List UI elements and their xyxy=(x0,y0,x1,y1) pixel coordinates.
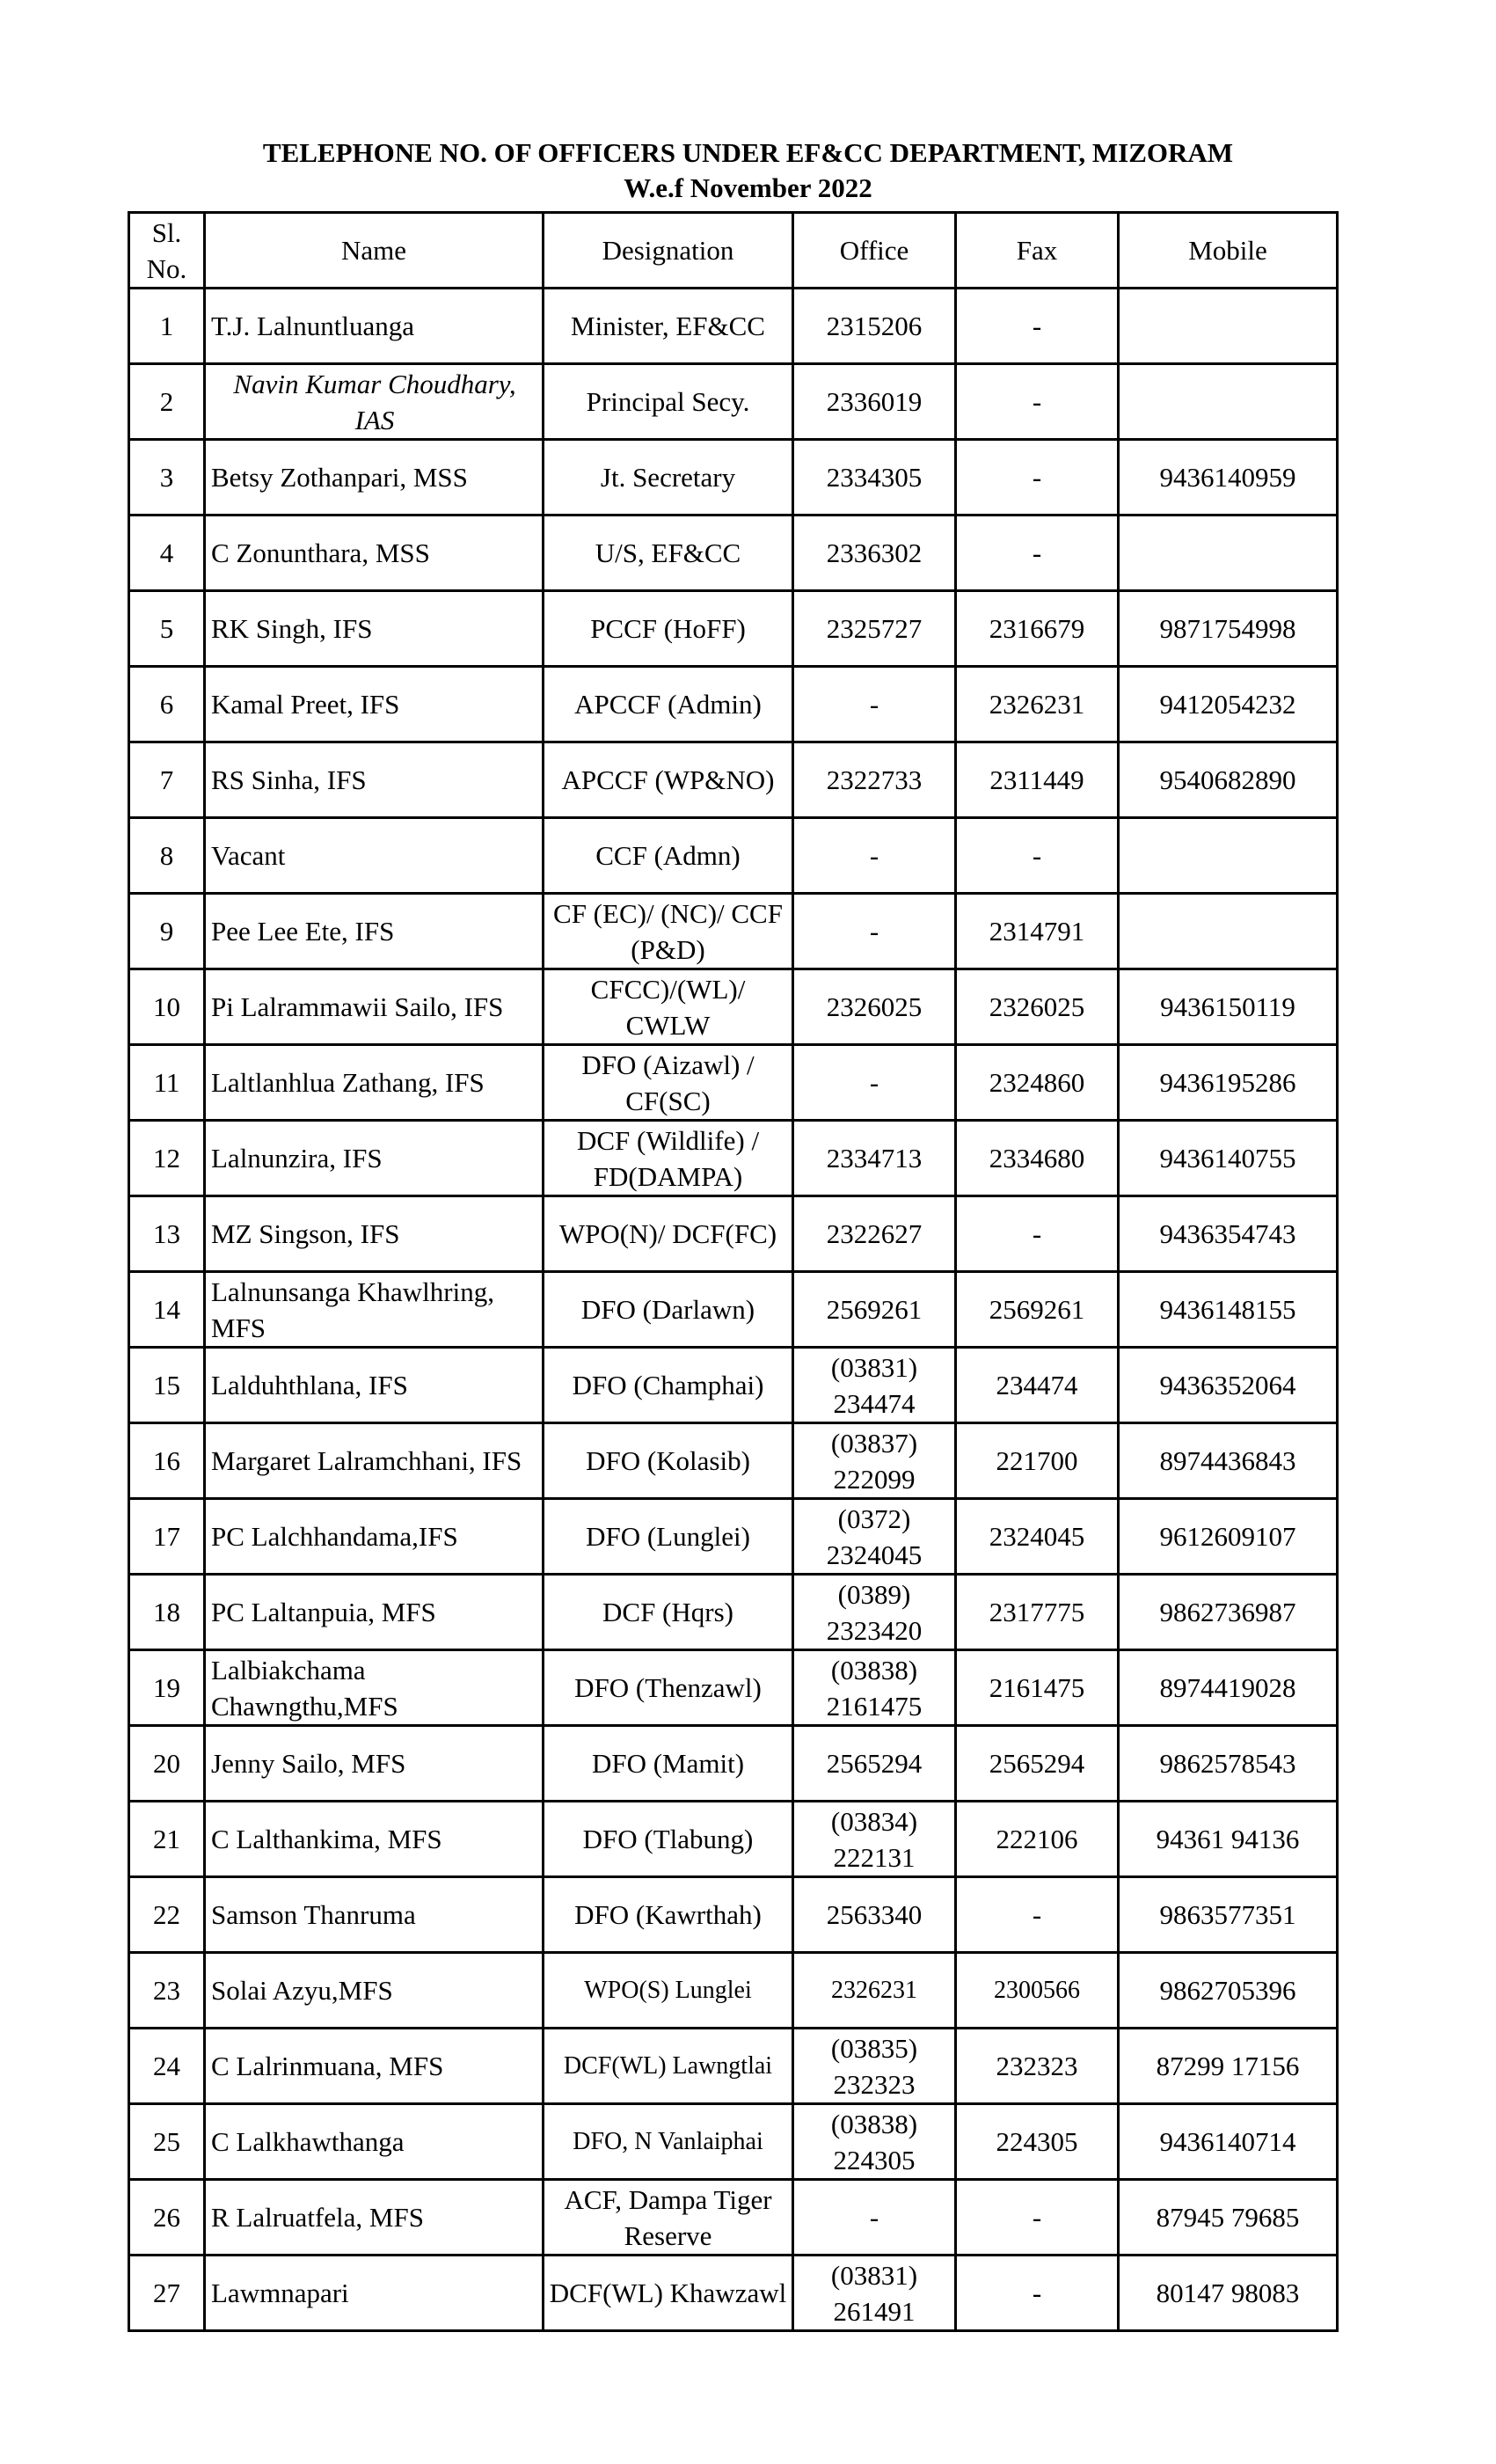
cell-sl: 8 xyxy=(129,818,205,894)
cell-fax: - xyxy=(956,1877,1119,1953)
cell-office: 2569261 xyxy=(793,1272,956,1348)
cell-fax: 2161475 xyxy=(956,1650,1119,1726)
table-row xyxy=(129,969,1338,1045)
cell-fax: 2316679 xyxy=(956,591,1119,667)
cell-mobile: 9862736987 xyxy=(1119,1575,1338,1650)
cell-sl: 2 xyxy=(129,364,205,440)
cell-mobile xyxy=(1119,818,1338,894)
cell-office: (0389) 2323420 xyxy=(793,1575,956,1650)
cell-mobile xyxy=(1119,515,1338,591)
cell-fax: 232323 xyxy=(956,2029,1119,2104)
cell-designation: WPO(N)/ DCF(FC) xyxy=(544,1196,793,1272)
cell-mobile: 9436140755 xyxy=(1119,1121,1338,1196)
table-header-row xyxy=(129,213,1338,289)
table-row xyxy=(129,2256,1338,2331)
cell-office: - xyxy=(793,1045,956,1121)
cell-designation: DCF (Hqrs) xyxy=(544,1575,793,1650)
cell-name: Laltlanhlua Zathang, IFS xyxy=(205,1045,544,1121)
document-title: TELEPHONE NO. OF OFFICERS UNDER EF&CC DEPARTMENT, MIZORAM xyxy=(262,137,1234,168)
cell-name: Pee Lee Ete, IFS xyxy=(205,894,544,969)
table-row xyxy=(129,1726,1338,1802)
cell-name: C Lalrinmuana, MFS xyxy=(205,2029,544,2104)
table-row xyxy=(129,1575,1338,1650)
table-row xyxy=(129,2104,1338,2180)
cell-office: 2326231 xyxy=(793,1953,956,2029)
cell-designation: Minister, EF&CC xyxy=(544,289,793,364)
cell-fax: - xyxy=(956,818,1119,894)
cell-fax: - xyxy=(956,2256,1119,2331)
cell-sl: 10 xyxy=(129,969,205,1045)
table-row xyxy=(129,1045,1338,1121)
cell-sl: 23 xyxy=(129,1953,205,2029)
cell-name: Navin Kumar Choudhary, IAS xyxy=(205,364,544,440)
cell-sl: 20 xyxy=(129,1726,205,1802)
cell-designation: DFO (Kawrthah) xyxy=(544,1877,793,1953)
cell-designation: DFO, N Vanlaiphai xyxy=(544,2104,793,2180)
cell-office: (03831) 261491 xyxy=(793,2256,956,2331)
cell-office: (03831) 234474 xyxy=(793,1348,956,1423)
cell-designation: DFO (Lunglei) xyxy=(544,1499,793,1575)
cell-name: C Lalthankima, MFS xyxy=(205,1802,544,1877)
cell-name: R Lalruatfela, MFS xyxy=(205,2180,544,2256)
cell-designation: WPO(S) Lunglei xyxy=(544,1953,793,2029)
cell-name: RK Singh, IFS xyxy=(205,591,544,667)
cell-name: Vacant xyxy=(205,818,544,894)
cell-sl: 25 xyxy=(129,2104,205,2180)
cell-sl: 14 xyxy=(129,1272,205,1348)
cell-office: (03837) 222099 xyxy=(793,1423,956,1499)
cell-mobile: 94361 94136 xyxy=(1119,1802,1338,1877)
cell-mobile: 87299 17156 xyxy=(1119,2029,1338,2104)
cell-office: 2315206 xyxy=(793,289,956,364)
cell-fax: 2326231 xyxy=(956,667,1119,742)
cell-fax: - xyxy=(956,1196,1119,1272)
cell-name: Lalduhthlana, IFS xyxy=(205,1348,544,1423)
cell-fax: - xyxy=(956,440,1119,515)
cell-office: 2336019 xyxy=(793,364,956,440)
cell-designation: DFO (Thenzawl) xyxy=(544,1650,793,1726)
cell-name: Samson Thanruma xyxy=(205,1877,544,1953)
cell-name: Lalnunzira, IFS xyxy=(205,1121,544,1196)
cell-fax: - xyxy=(956,515,1119,591)
cell-sl: 1 xyxy=(129,289,205,364)
table-row xyxy=(129,289,1338,364)
cell-mobile: 9436150119 xyxy=(1119,969,1338,1045)
cell-sl: 11 xyxy=(129,1045,205,1121)
table-row xyxy=(129,591,1338,667)
cell-designation: Jt. Secretary xyxy=(544,440,793,515)
table-row xyxy=(129,2029,1338,2104)
column-header-designation: Designation xyxy=(544,213,793,289)
cell-name: T.J. Lalnuntluanga xyxy=(205,289,544,364)
cell-office: 2322733 xyxy=(793,742,956,818)
cell-office: (03835) 232323 xyxy=(793,2029,956,2104)
table-row xyxy=(129,515,1338,591)
cell-sl: 15 xyxy=(129,1348,205,1423)
cell-office: - xyxy=(793,667,956,742)
cell-fax: 2334680 xyxy=(956,1121,1119,1196)
cell-fax: - xyxy=(956,364,1119,440)
cell-sl: 3 xyxy=(129,440,205,515)
cell-name: Solai Azyu,MFS xyxy=(205,1953,544,2029)
effective-date: W.e.f November 2022 xyxy=(624,172,872,203)
cell-mobile: 9540682890 xyxy=(1119,742,1338,818)
cell-designation: APCCF (WP&NO) xyxy=(544,742,793,818)
table-row xyxy=(129,2180,1338,2256)
cell-name: Pi Lalrammawii Sailo, IFS xyxy=(205,969,544,1045)
cell-sl: 4 xyxy=(129,515,205,591)
table-row xyxy=(129,1348,1338,1423)
cell-office: 2336302 xyxy=(793,515,956,591)
cell-designation: DFO (Mamit) xyxy=(544,1726,793,1802)
table-row xyxy=(129,1802,1338,1877)
cell-sl: 19 xyxy=(129,1650,205,1726)
cell-fax: 2311449 xyxy=(956,742,1119,818)
cell-mobile: 9436140714 xyxy=(1119,2104,1338,2180)
table-row xyxy=(129,742,1338,818)
cell-mobile: 8974419028 xyxy=(1119,1650,1338,1726)
cell-office: (03838) 224305 xyxy=(793,2104,956,2180)
cell-designation: ACF, Dampa Tiger Reserve xyxy=(544,2180,793,2256)
cell-mobile: 9436195286 xyxy=(1119,1045,1338,1121)
cell-sl: 18 xyxy=(129,1575,205,1650)
cell-fax: 221700 xyxy=(956,1423,1119,1499)
cell-office: 2326025 xyxy=(793,969,956,1045)
cell-sl: 13 xyxy=(129,1196,205,1272)
cell-name: Margaret Lalramchhani, IFS xyxy=(205,1423,544,1499)
cell-fax: 2324045 xyxy=(956,1499,1119,1575)
cell-sl: 6 xyxy=(129,667,205,742)
cell-sl: 27 xyxy=(129,2256,205,2331)
cell-name: MZ Singson, IFS xyxy=(205,1196,544,1272)
cell-sl: 7 xyxy=(129,742,205,818)
cell-fax: 2324860 xyxy=(956,1045,1119,1121)
table-body xyxy=(129,289,1338,2331)
column-header-office: Office xyxy=(793,213,956,289)
cell-office: - xyxy=(793,894,956,969)
cell-office: 2334305 xyxy=(793,440,956,515)
cell-mobile: 9412054232 xyxy=(1119,667,1338,742)
cell-designation: DCF(WL) Lawngtlai xyxy=(544,2029,793,2104)
cell-designation: DFO (Tlabung) xyxy=(544,1802,793,1877)
table-row xyxy=(129,667,1338,742)
cell-designation: CCF (Admn) xyxy=(544,818,793,894)
cell-office: 2322627 xyxy=(793,1196,956,1272)
table-row xyxy=(129,364,1338,440)
column-header-name: Name xyxy=(205,213,544,289)
cell-fax: 2314791 xyxy=(956,894,1119,969)
cell-designation: DFO (Kolasib) xyxy=(544,1423,793,1499)
cell-fax: - xyxy=(956,289,1119,364)
cell-fax: - xyxy=(956,2180,1119,2256)
cell-office: 2565294 xyxy=(793,1726,956,1802)
cell-sl: 26 xyxy=(129,2180,205,2256)
cell-fax: 224305 xyxy=(956,2104,1119,2180)
table-row xyxy=(129,894,1338,969)
cell-sl: 24 xyxy=(129,2029,205,2104)
cell-designation: DCF(WL) Khawzawl xyxy=(544,2256,793,2331)
cell-mobile: 9436140959 xyxy=(1119,440,1338,515)
cell-mobile xyxy=(1119,364,1338,440)
table-row xyxy=(129,1953,1338,2029)
officers-telephone-table xyxy=(128,211,1339,2332)
cell-sl: 5 xyxy=(129,591,205,667)
cell-sl: 12 xyxy=(129,1121,205,1196)
table-row xyxy=(129,818,1338,894)
cell-office: 2325727 xyxy=(793,591,956,667)
cell-name: C Zonunthara, MSS xyxy=(205,515,544,591)
cell-mobile: 9871754998 xyxy=(1119,591,1338,667)
cell-office: 2334713 xyxy=(793,1121,956,1196)
cell-sl: 17 xyxy=(129,1499,205,1575)
cell-sl: 9 xyxy=(129,894,205,969)
cell-mobile: 9862578543 xyxy=(1119,1726,1338,1802)
cell-mobile: 9862705396 xyxy=(1119,1953,1338,2029)
cell-name: Kamal Preet, IFS xyxy=(205,667,544,742)
cell-mobile: 87945 79685 xyxy=(1119,2180,1338,2256)
cell-designation: DFO (Aizawl) / CF(SC) xyxy=(544,1045,793,1121)
cell-mobile: 9436352064 xyxy=(1119,1348,1338,1423)
cell-designation: DFO (Darlawn) xyxy=(544,1272,793,1348)
cell-mobile: 9436354743 xyxy=(1119,1196,1338,1272)
cell-mobile: 8974436843 xyxy=(1119,1423,1338,1499)
cell-office: - xyxy=(793,818,956,894)
cell-name: Betsy Zothanpari, MSS xyxy=(205,440,544,515)
cell-fax: 2317775 xyxy=(956,1575,1119,1650)
cell-mobile xyxy=(1119,894,1338,969)
cell-name: Lalbiakchama Chawngthu,MFS xyxy=(205,1650,544,1726)
table-row xyxy=(129,1650,1338,1726)
cell-designation: CF (EC)/ (NC)/ CCF (P&D) xyxy=(544,894,793,969)
cell-office: (03838) 2161475 xyxy=(793,1650,956,1726)
cell-name: PC Lalchhandama,IFS xyxy=(205,1499,544,1575)
cell-office: (03834) 222131 xyxy=(793,1802,956,1877)
cell-mobile: 9612609107 xyxy=(1119,1499,1338,1575)
cell-sl: 21 xyxy=(129,1802,205,1877)
cell-office: - xyxy=(793,2180,956,2256)
column-header-fax: Fax xyxy=(956,213,1119,289)
cell-sl: 22 xyxy=(129,1877,205,1953)
cell-fax: 2300566 xyxy=(956,1953,1119,2029)
cell-office: 2563340 xyxy=(793,1877,956,1953)
table-row xyxy=(129,1423,1338,1499)
cell-mobile: 9436148155 xyxy=(1119,1272,1338,1348)
cell-name: RS Sinha, IFS xyxy=(205,742,544,818)
cell-name: Lalnunsanga Khawlhring, MFS xyxy=(205,1272,544,1348)
table-row xyxy=(129,1272,1338,1348)
cell-designation: APCCF (Admin) xyxy=(544,667,793,742)
table-row xyxy=(129,440,1338,515)
cell-fax: 2569261 xyxy=(956,1272,1119,1348)
cell-designation: DFO (Champhai) xyxy=(544,1348,793,1423)
cell-name: C Lalkhawthanga xyxy=(205,2104,544,2180)
table-row xyxy=(129,1121,1338,1196)
cell-mobile xyxy=(1119,289,1338,364)
cell-designation: PCCF (HoFF) xyxy=(544,591,793,667)
table-row xyxy=(129,1877,1338,1953)
cell-fax: 222106 xyxy=(956,1802,1119,1877)
table-row xyxy=(129,1499,1338,1575)
cell-designation: Principal Secy. xyxy=(544,364,793,440)
cell-designation: U/S, EF&CC xyxy=(544,515,793,591)
cell-fax: 2565294 xyxy=(956,1726,1119,1802)
cell-mobile: 80147 98083 xyxy=(1119,2256,1338,2331)
cell-name: Jenny Sailo, MFS xyxy=(205,1726,544,1802)
cell-name: PC Laltanpuia, MFS xyxy=(205,1575,544,1650)
column-header-sl: Sl. No. xyxy=(129,213,205,289)
cell-sl: 16 xyxy=(129,1423,205,1499)
cell-fax: 234474 xyxy=(956,1348,1119,1423)
cell-name: Lawmnapari xyxy=(205,2256,544,2331)
cell-designation: CFCC)/(WL)/ CWLW xyxy=(544,969,793,1045)
cell-office: (0372) 2324045 xyxy=(793,1499,956,1575)
cell-fax: 2326025 xyxy=(956,969,1119,1045)
table-row xyxy=(129,1196,1338,1272)
column-header-mobile: Mobile xyxy=(1119,213,1338,289)
cell-mobile: 9863577351 xyxy=(1119,1877,1338,1953)
cell-designation: DCF (Wildlife) / FD(DAMPA) xyxy=(544,1121,793,1196)
